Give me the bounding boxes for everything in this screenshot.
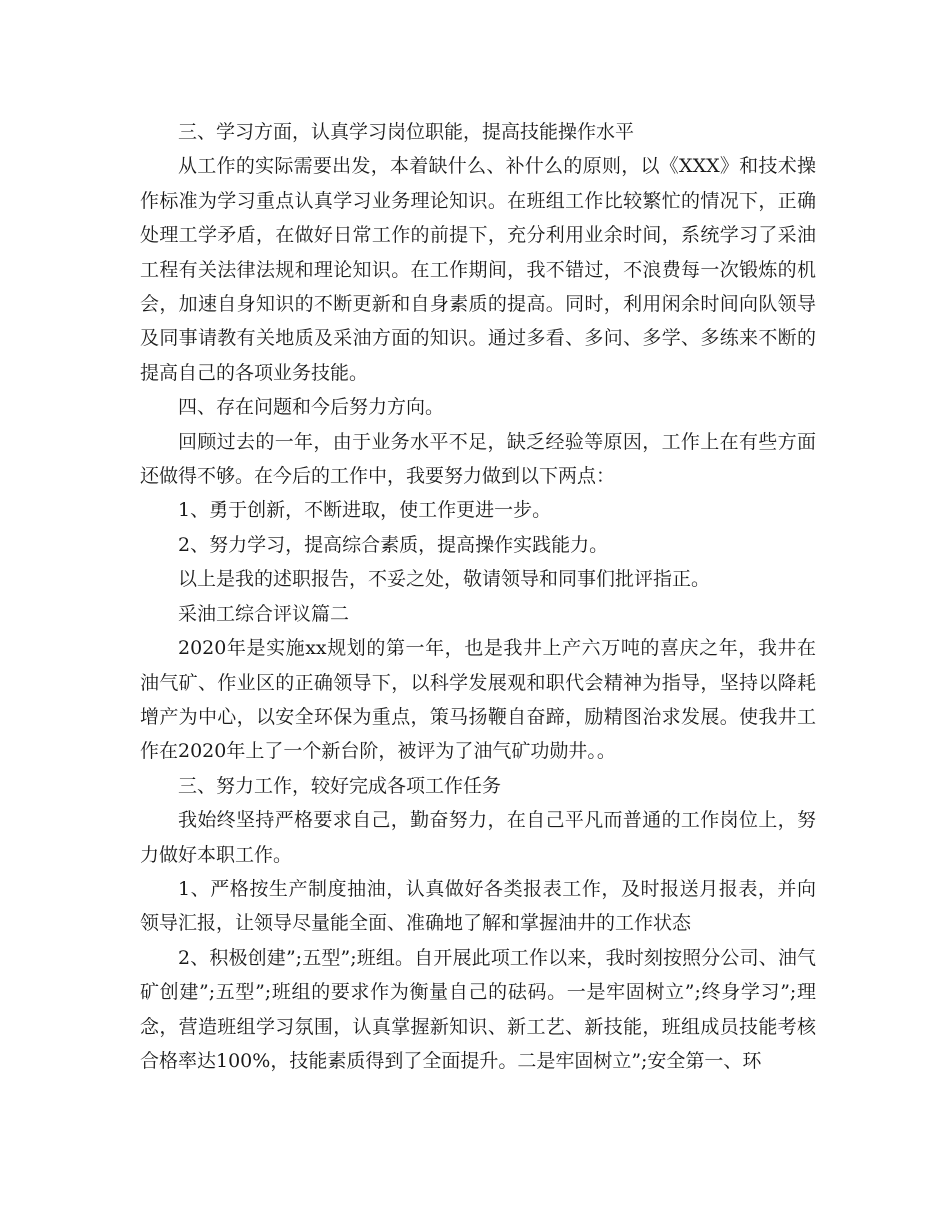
section-heading-study: 三、学习方面，认真学习岗位职能，提高技能操作水平 xyxy=(178,121,635,143)
paragraph-2020-summary: 2020年是实施xx规划的第一年，也是我井上产六万吨的喜庆之年，我井在油气矿、作业区的正确领导下，以科学发展观和职代会精神为指导，坚持以降耗增产为中心，以安全环保为重点，策马扬鞭自奋蹄，励精图治求发展。使我井工作在2020年上了一个新台阶，被评为了油气矿功勋井。。 xyxy=(140,637,816,763)
section-title-part-two: 采油工综合评议篇二 xyxy=(178,602,350,625)
paragraph-review: 回顾过去的一年，由于业务水平不足，缺乏经验等原因，工作上在有些方面还做得不够。在今后的工作中，我要努力做到以下两点： xyxy=(140,430,816,488)
list-item-innovation: 1、勇于创新，不断进取，使工作更进一步。 xyxy=(178,499,552,522)
document-body xyxy=(140,115,816,1078)
list-item-production: 1、严格按生产制度抽油，认真做好各类报表工作，及时报送月报表，并向领导汇报，让领导尽量能全面、准确地了解和掌握油井的工作状态 xyxy=(140,877,816,935)
paragraph-study-details: 从工作的实际需要出发，本着缺什么、补什么的原则，以《XXX》和技术操作标准为学习重点认真学习业务理论知识。在班组工作比较繁忙的情况下，正确处理工学矛盾，在做好日常工作的前提下，充分利用业余时间，系统学习了采油工程有关法律法规和理论知识。在工作期间，我不错过，不浪费每一次锻炼的机会，加速自身知识的不断更新和自身素质的提高。同时，利用闲余时间向队领导及同事请教有关地质及采油方面的知识。通过多看、多问、多学、多练来不断的提高自己的各项业务技能。 xyxy=(140,155,816,384)
paragraph-diligence: 我始终坚持严格要求自己，勤奋努力，在自己平凡而普通的工作岗位上，努力做好本职工作。 xyxy=(140,809,816,866)
list-item-five-type: 2、积极创建”;五型”;班组。自开展此项工作以来，我时刻按照分公司、油气矿创建”;五型”;班组的要求作为衡量自己的砝码。一是牢固树立”;终身学习”;理念，营造班组学习氛围，认真掌握新知识、新工艺、新技能，班组成员技能考核合格率达100%，技能素质得到了全面提升。二是牢固树立”;安全第一、环 xyxy=(140,946,816,1072)
section-heading-problems: 四、存在问题和今后努力方向。 xyxy=(178,396,445,419)
list-item-learning: 2、努力学习，提高综合素质，提高操作实践能力。 xyxy=(178,533,609,556)
paragraph-closing: 以上是我的述职报告，不妥之处，敬请领导和同事们批评指正。 xyxy=(178,568,711,591)
section-heading-work: 三、努力工作，较好完成各项工作任务 xyxy=(178,774,502,797)
